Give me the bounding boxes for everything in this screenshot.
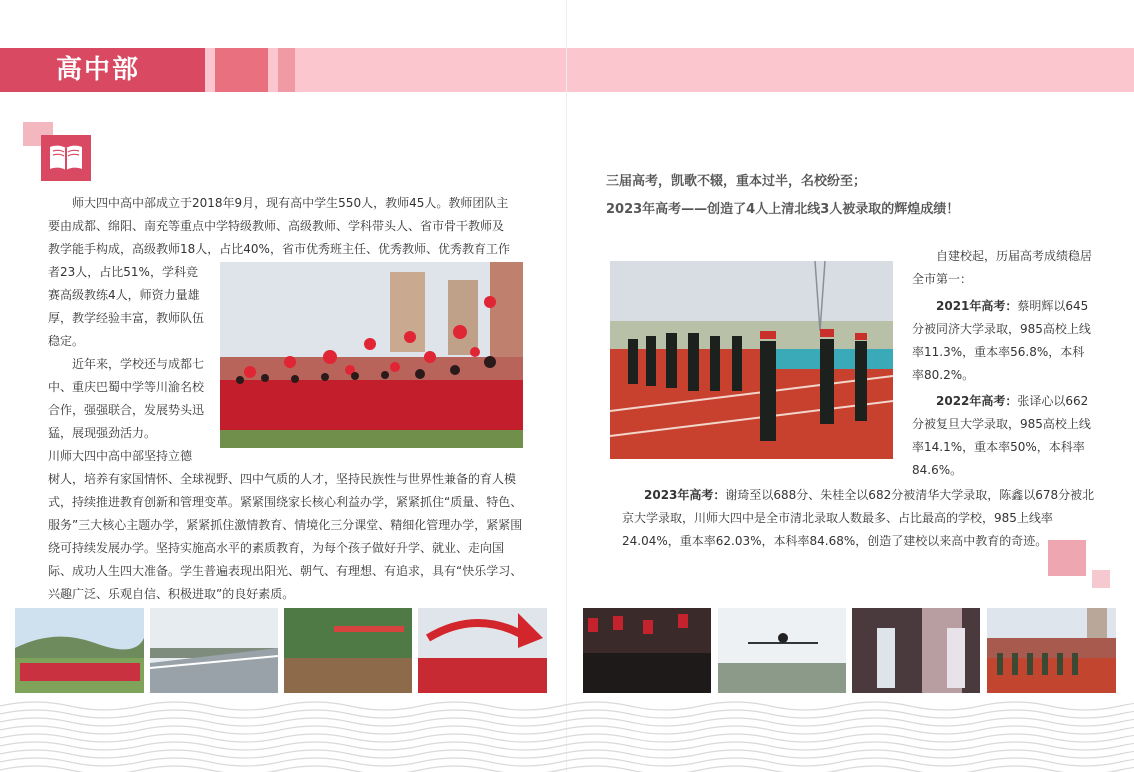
- honor-guard-photo: [610, 261, 893, 459]
- results-2023-line-1: [622, 484, 1095, 507]
- para2-rest-text: 树人，培养有家国情怀、全球视野、四中气质的人才，坚持民族性与世界性兼备的育人模式，持续推进教育创新和管理变革。紧紧围绕家长核心利益办学，紧紧抓住“质量、特色、服务”三大核心主题办学，紧紧抓住激情教育、情境化三分课堂、精细化管理办学，紧紧围绕可持续发展办学。坚持实施高水平的素质教育，为每个孩子做好升学、就业、走向国际、成功人生四大准备。学生普遍表现出阳光、朝气、有理想、有追求，具有“快乐学习、兴趣广泛、乐观自信、积极进取”的良好素质。: [48, 472, 523, 601]
- text-2021: 蔡明辉以645分被同济大学录取，985高校上线率11.3%，重本率56.8%，本科率80.2%。: [912, 299, 1091, 382]
- page-title: 高中部: [56, 55, 141, 85]
- strip-photo-3: [284, 608, 412, 693]
- decor-square-small: [1092, 570, 1110, 588]
- label-2022: 2022年高考：: [936, 394, 1018, 408]
- results-intro: 自建校起，历届高考成绩稳居全市第一：: [912, 249, 1093, 286]
- intro-line-3: 教学能手构成，高级教师18人，占比40%，省市优秀班主任、优秀教师、优秀教育工作: [48, 242, 510, 256]
- results-2022: [912, 390, 1094, 482]
- results-2021: [912, 295, 1094, 387]
- text-2023-1: 谢琦至以688分、朱桂全以682分被清华大学录取，陈鑫以678分被北: [725, 488, 1095, 502]
- text-2022: 张译心以662分被复旦大学录取，985高校上线率14.1%，重本率50%，本科率84.6%。: [912, 394, 1091, 477]
- header-band-mid: [215, 48, 268, 92]
- strip-photo-7: [852, 608, 980, 693]
- header-band-light: [278, 48, 295, 92]
- intro-narrow-text: 者23人，占比51%，学科竞赛高级教练4人，师资力量雄厚，教学经验丰富，教师队伍稳定。: [48, 265, 205, 348]
- results-2023-line-3: 24.04%，重本率62.03%，本科率84.68%，创造了建校以来高中教育的奇迹。: [622, 534, 1048, 548]
- label-2021: 2021年高考：: [936, 299, 1018, 313]
- decor-square-large: [1048, 540, 1086, 576]
- strip-photo-2: [150, 608, 278, 693]
- page-divider: [566, 0, 567, 772]
- para2-line-a: 川师大四中高中部坚持立德: [48, 449, 193, 463]
- strip-photo-1: [15, 608, 144, 693]
- strip-photo-5: [583, 608, 711, 693]
- label-2023: 2023年高考：: [644, 488, 726, 502]
- intro-line-1: 师大四中高中部成立于2018年9月，现有高中学生550人，教师45人。教师团队主: [72, 196, 509, 210]
- headline-2: 2023年高考——创造了4人上清北线3人被录取的辉煌成绩！: [606, 202, 960, 217]
- intro-line-2: 要由成都、绵阳、南充等重点中学特级教师、高级教师、学科带头人、省市骨干教师及: [48, 219, 505, 233]
- ceremony-photo: [220, 262, 523, 448]
- book-icon-box: [41, 135, 91, 181]
- headline-1: 三届高考，凯歌不辍，重本过半，名校纷至；: [606, 174, 867, 189]
- para2-narrow-text: 近年来，学校还与成都七中、重庆巴蜀中学等川渝名校合作，强强联合，发展势头迅猛，展现强劲活力。: [48, 357, 205, 440]
- results-2023-line-2: 京大学录取，川师大四中是全市清北录取人数最多、占比最高的学校，985上线率: [622, 511, 1053, 525]
- strip-photo-8: [987, 608, 1116, 693]
- strip-photo-6: [718, 608, 846, 693]
- book-icon: [47, 142, 85, 174]
- wave-pattern: [0, 700, 1134, 772]
- strip-photo-4: [418, 608, 547, 693]
